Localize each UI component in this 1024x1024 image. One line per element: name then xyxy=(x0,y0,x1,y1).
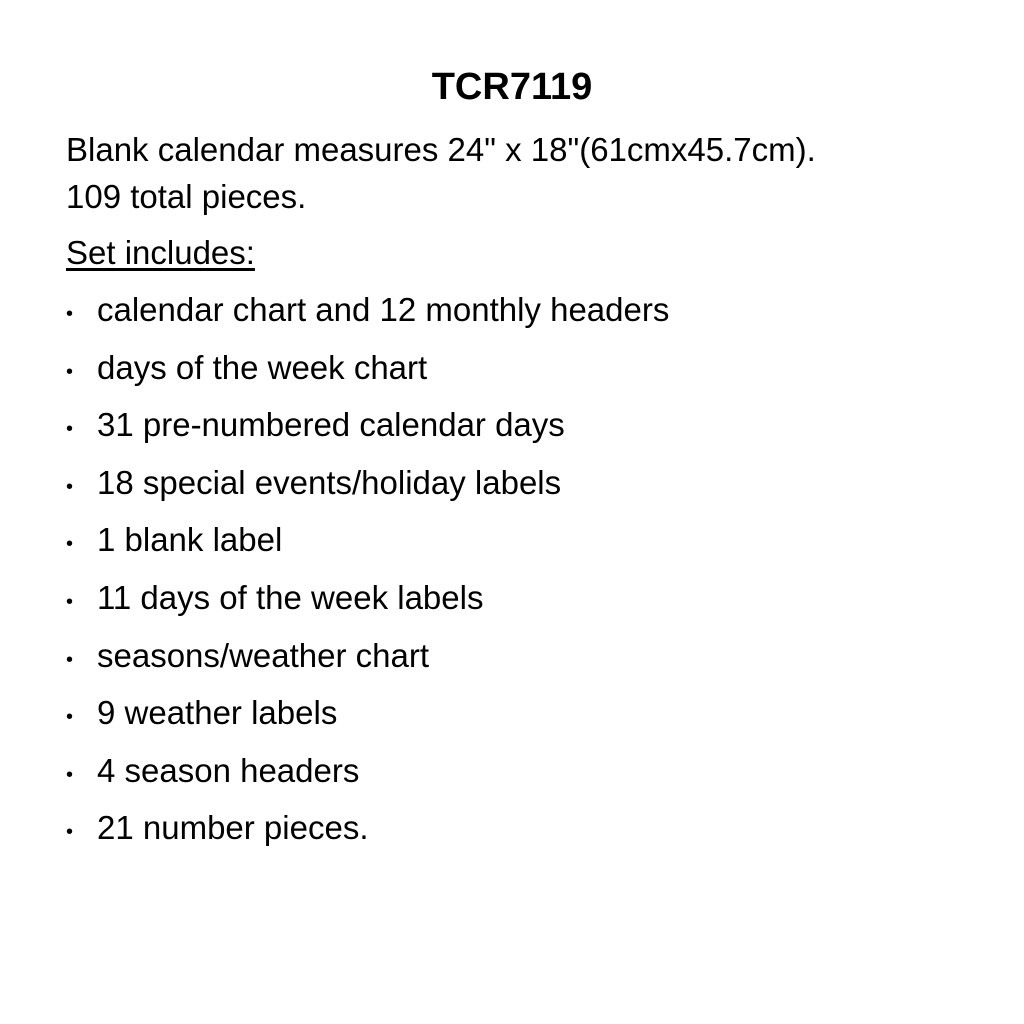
bullet-icon: • xyxy=(66,763,74,786)
list-item xyxy=(66,458,669,516)
list-item-text: 1 blank label xyxy=(97,521,283,559)
description-piece-count: 109 total pieces. xyxy=(66,178,307,215)
product-code-title: TCR7119 xyxy=(431,66,593,108)
set-includes-heading: Set includes: xyxy=(66,234,255,271)
list-item-text: 21 number pieces. xyxy=(97,809,369,847)
product-description xyxy=(66,126,966,220)
list-item-text: 9 weather labels xyxy=(97,694,338,732)
bullet-icon: • xyxy=(66,475,74,498)
set-items-list xyxy=(66,285,669,861)
list-item xyxy=(66,631,669,689)
list-item-text: 18 special events/holiday labels xyxy=(97,463,562,501)
list-item xyxy=(66,746,669,804)
list-item-text: 31 pre-numbered calendar days xyxy=(97,406,565,444)
bullet-icon: • xyxy=(66,303,74,325)
list-item xyxy=(66,688,669,746)
bullet-icon: • xyxy=(66,360,74,383)
list-item-text: 11 days of the week labels xyxy=(97,578,484,616)
list-item-text: days of the week chart xyxy=(97,348,428,386)
bullet-icon: • xyxy=(66,418,74,441)
bullet-icon: • xyxy=(66,706,74,729)
bullet-icon: • xyxy=(66,821,74,844)
list-item-text: 4 season headers xyxy=(97,751,360,789)
bullet-icon: • xyxy=(66,648,74,671)
description-dimensions: Blank calendar measures 24" x 18"(61cmx45.7cm). xyxy=(66,131,816,168)
bullet-icon: • xyxy=(66,590,74,613)
list-item-text: seasons/weather chart xyxy=(97,636,430,674)
list-item xyxy=(66,515,669,573)
list-item xyxy=(66,285,669,343)
list-item xyxy=(66,803,669,861)
bullet-icon: • xyxy=(66,533,74,556)
list-item-text: calendar chart and 12 monthly headers xyxy=(97,291,670,328)
list-item xyxy=(66,400,669,458)
list-item xyxy=(66,573,669,631)
list-item xyxy=(66,343,669,401)
